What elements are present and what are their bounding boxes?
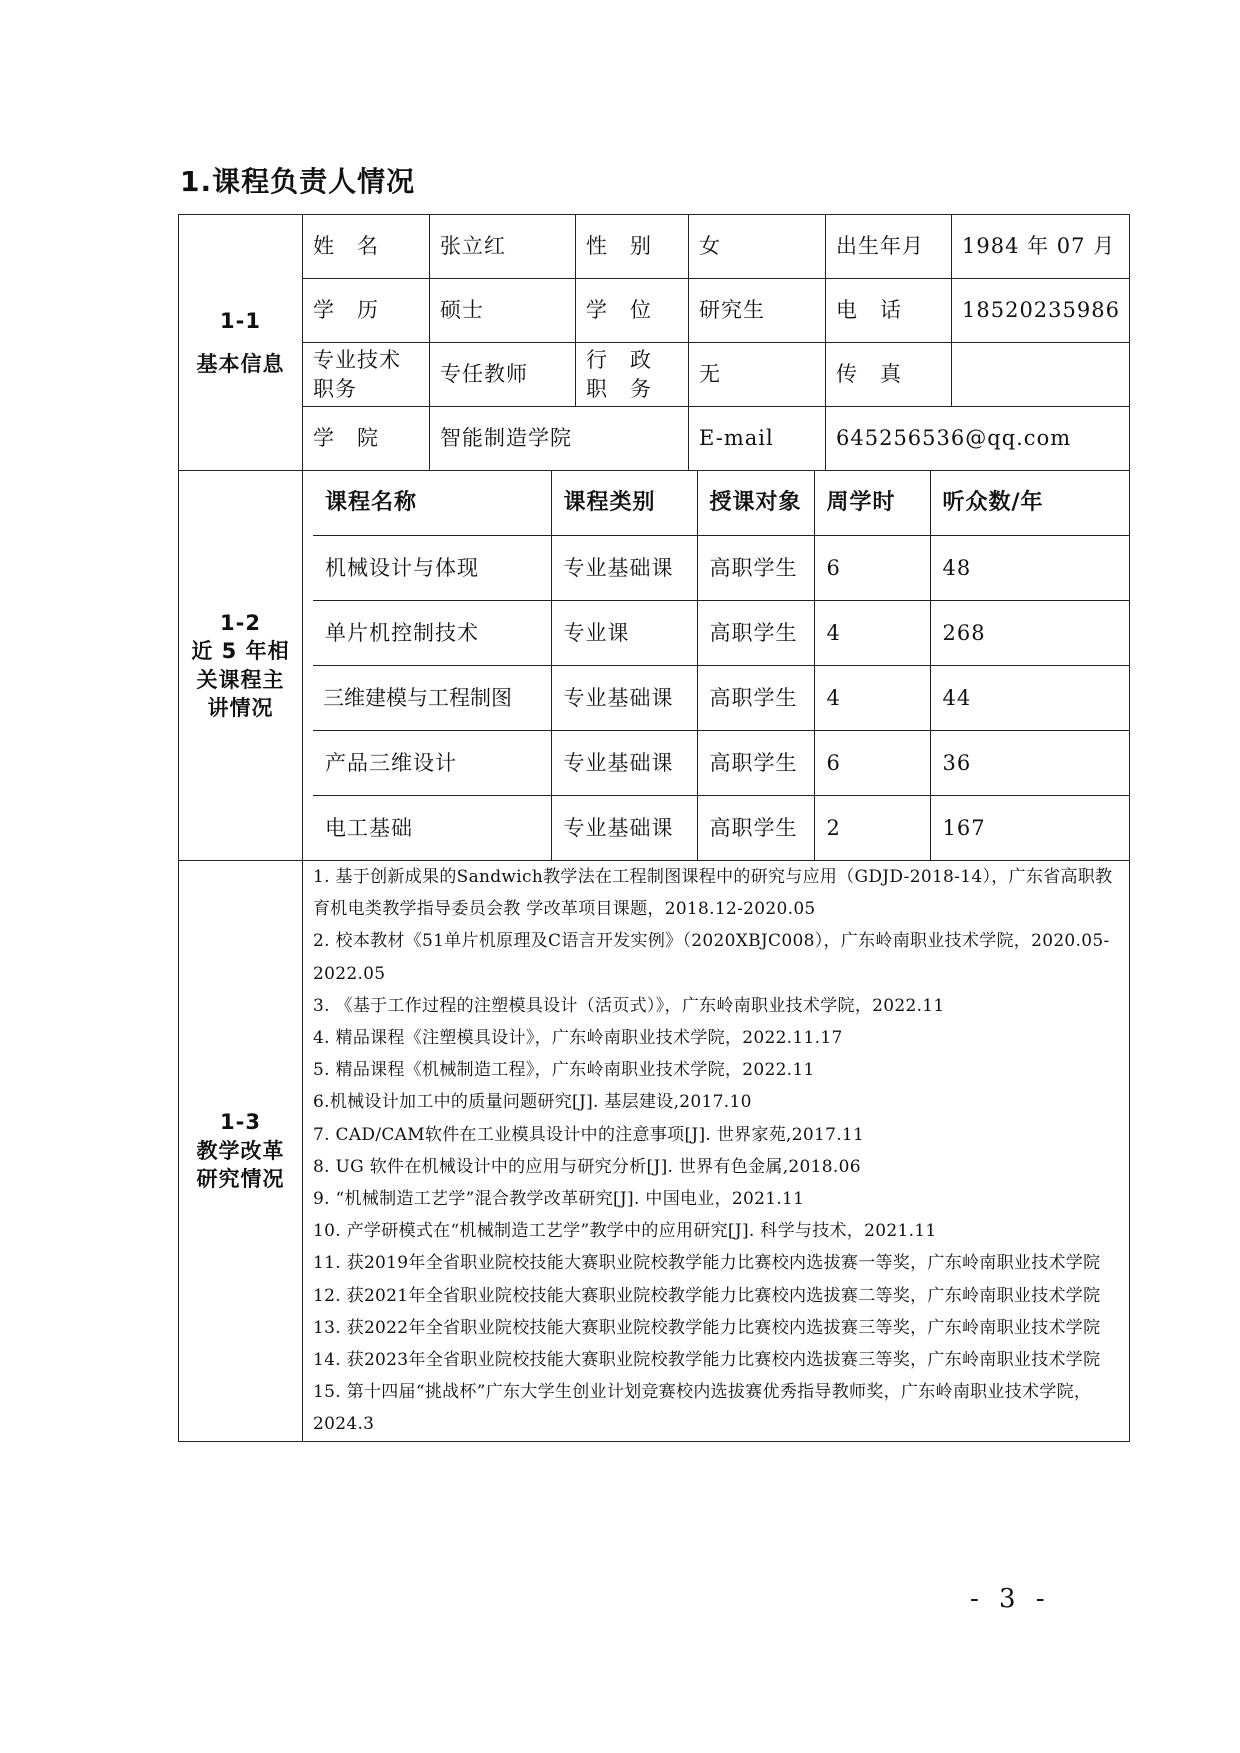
course-audience: 高职学生 — [697, 666, 814, 731]
education-value: 硕士 — [430, 279, 576, 343]
list-item: 15. 第十四届“挑战杯”广东大学生创业计划竞赛校内选拔赛优秀指导教师奖，广东岭南职业技术学院，2024.3 — [313, 1382, 1092, 1435]
course-name: 机械设计与体现 — [313, 536, 551, 601]
course-type: 专业课 — [551, 601, 697, 666]
course-type: 专业基础课 — [551, 796, 697, 861]
list-item: 2. 校本教材《51单片机原理及C语言开发实例》（2020XBJC008），广东岭南职业技术学院，2020.05-2022.05 — [313, 931, 1110, 984]
list-item: 5. 精品课程《机械制造工程》，广东岭南职业技术学院，2022.11 — [313, 1060, 815, 1081]
list-item: 9. “机械制造工艺学”混合教学改革研究[J]. 中国电业，2021.11 — [313, 1189, 805, 1210]
course-hours: 6 — [814, 731, 930, 796]
courses-section-label — [179, 471, 303, 861]
table-row — [313, 731, 1130, 796]
course-hours: 4 — [814, 666, 930, 731]
degree-label: 学 位 — [576, 279, 689, 343]
basic-section-label — [179, 215, 303, 471]
course-name: 电工基础 — [313, 796, 551, 861]
reform-row — [179, 861, 1130, 1442]
course-name: 单片机控制技术 — [313, 601, 551, 666]
basic-section-code: 1-1 — [220, 309, 261, 334]
course-audience: 高职学生 — [697, 601, 814, 666]
course-hours: 6 — [814, 536, 930, 601]
list-item: 1. 基于创新成果的Sandwich教学法在工程制图课程中的研究与应用（GDJD-2018-14），广东省高职教育机电类教学指导委员会教 学改革项目课题，2018.12-2020.05 — [313, 867, 1113, 920]
course-listeners: 48 — [930, 536, 1130, 601]
fax-value — [952, 343, 1130, 407]
courses-table — [313, 471, 1130, 860]
list-item: 10. 产学研模式在“机械制造工艺学”教学中的应用研究[J]. 科学与技术，2021.11 — [313, 1221, 937, 1242]
section-heading: 1.课程负责人情况 — [180, 165, 416, 198]
courses-row — [179, 471, 1130, 861]
list-item: 13. 获2022年全省职业院校技能大赛职业院校教学能力比赛校内选拔赛三等奖，广东岭南职业技术学院 — [313, 1317, 1101, 1338]
phone-label: 电 话 — [826, 279, 952, 343]
list-item: 8. UG 软件在机械设计中的应用与研究分析[J]. 世界有色金属,2018.06 — [313, 1156, 861, 1177]
education-label: 学 历 — [303, 279, 430, 343]
list-item: 6.机械设计加工中的质量问题研究[J]. 基层建设,2017.10 — [313, 1092, 752, 1113]
basic-row-4 — [179, 407, 1130, 471]
degree-value: 研究生 — [689, 279, 826, 343]
email-label: E-mail — [689, 407, 826, 471]
col-header-weekly-hours: 周学时 — [814, 471, 930, 536]
col-header-course-type: 课程类别 — [551, 471, 697, 536]
basic-row-2 — [179, 279, 1130, 343]
table-row — [313, 796, 1130, 861]
course-listeners: 167 — [942, 815, 986, 840]
table-row — [313, 666, 1130, 731]
list-item: 11. 获2019年全省职业院校技能大赛职业院校教学能力比赛校内选拔赛一等奖，广东岭南职业技术学院 — [313, 1253, 1101, 1274]
admin-value: 无 — [689, 343, 826, 407]
reform-section-line-2: 研究情况 — [196, 1167, 285, 1191]
phone-value: 18520235986 — [952, 279, 1130, 343]
admin-label: 行 政 职 务 — [576, 343, 689, 407]
college-label: 学 院 — [303, 407, 430, 471]
page-number: - 3 - — [970, 1584, 1051, 1614]
basic-row-1 — [179, 215, 1130, 279]
birth-label: 出生年月 — [826, 215, 952, 279]
course-hours: 4 — [814, 601, 930, 666]
gender-label: 性 别 — [576, 215, 689, 279]
col-header-audience: 授课对象 — [697, 471, 814, 536]
name-value: 张立红 — [430, 215, 576, 279]
course-audience: 高职学生 — [697, 536, 814, 601]
gender-value: 女 — [689, 215, 826, 279]
course-name: 三维建模与工程制图 — [313, 666, 551, 731]
course-type: 专业基础课 — [551, 666, 697, 731]
course-listeners: 44 — [930, 666, 1130, 731]
reform-section-label — [179, 861, 303, 1442]
courses-container — [303, 471, 1130, 861]
reform-section-line-1: 教学改革 — [196, 1138, 285, 1163]
title-label: 专业技术职务 — [303, 343, 430, 407]
email-value: 645256536@qq.com — [826, 407, 1130, 471]
reform-section-code: 1-3 — [220, 1110, 261, 1135]
list-item: 7. CAD/CAM软件在工业模具设计中的注意事项[J]. 世界家苑,2017.11 — [313, 1124, 865, 1145]
col-header-course-name: 课程名称 — [313, 471, 551, 536]
college-value: 智能制造学院 — [430, 407, 689, 471]
title-value: 专任教师 — [430, 343, 576, 407]
course-hours: 2 — [814, 796, 930, 861]
reform-content — [303, 861, 1130, 1442]
list-item: 12. 获2021年全省职业院校技能大赛职业院校教学能力比赛校内选拔赛二等奖，广东岭南职业技术学院 — [313, 1285, 1101, 1306]
basic-section-title: 基本信息 — [196, 351, 285, 376]
table-row — [313, 536, 1130, 601]
courses-section-line-3: 讲情况 — [207, 695, 274, 720]
birth-value: 1984 年 07 月 — [952, 215, 1130, 279]
list-item: 4. 精品课程《注塑模具设计》，广东岭南职业技术学院，2022.11.17 — [313, 1028, 843, 1049]
course-audience: 高职学生 — [697, 796, 814, 861]
course-listeners: 268 — [930, 601, 1130, 666]
list-item: 14. 获2023年全省职业院校技能大赛职业院校教学能力比赛校内选拔赛三等奖，广东岭南职业技术学院 — [313, 1350, 1101, 1371]
name-label: 姓 名 — [303, 215, 430, 279]
basic-row-3 — [179, 343, 1130, 407]
table-row — [313, 601, 1130, 666]
courses-section-line-2: 关课程主 — [196, 667, 285, 692]
course-type: 专业基础课 — [551, 536, 697, 601]
course-type: 专业基础课 — [551, 731, 697, 796]
course-audience: 高职学生 — [697, 731, 814, 796]
course-name: 产品三维设计 — [313, 731, 551, 796]
courses-header-row — [313, 471, 1130, 536]
courses-section-line-1: 近 5 年相 — [191, 639, 290, 664]
fax-label: 传 真 — [826, 343, 952, 407]
list-item: 3. 《基于工作过程的注塑模具设计（活页式）》，广东岭南职业技术学院，2022.11 — [313, 995, 945, 1016]
course-listeners: 36 — [930, 731, 1130, 796]
leader-info-table — [178, 214, 1130, 1442]
courses-section-code: 1-2 — [220, 610, 261, 635]
reform-list — [313, 861, 1119, 1441]
col-header-listeners: 听众数/年 — [930, 471, 1130, 536]
